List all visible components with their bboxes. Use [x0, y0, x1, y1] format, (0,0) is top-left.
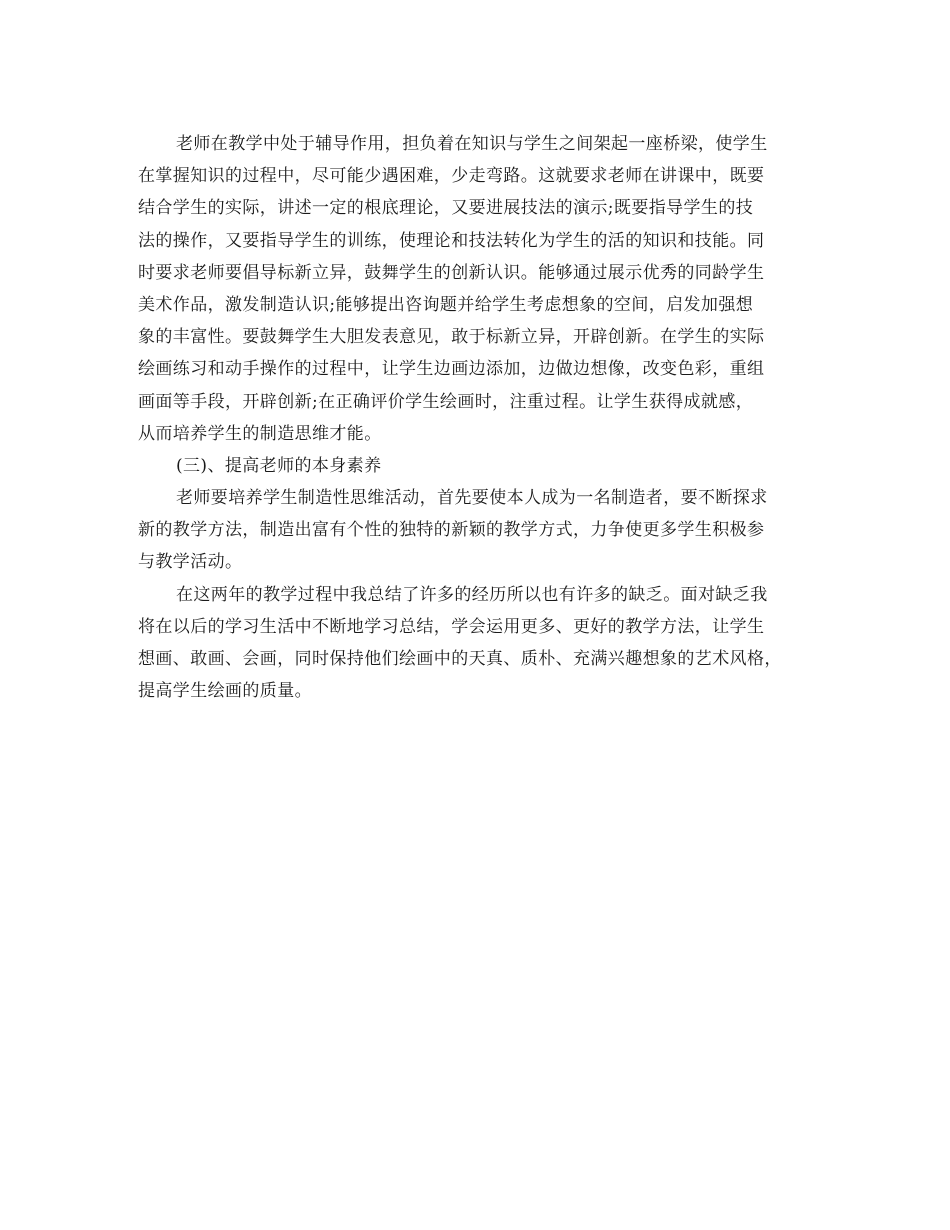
text-line: 老师要培养学生制造性思维活动，首先要使本人成为一名制造者，要不断探求 — [176, 488, 768, 509]
text-line: 从而培养学生的制造思维才能。 — [138, 423, 382, 444]
text-line: 象的丰富性。要鼓舞学生大胆发表意见，敢于标新立异，开辟创新。在学生的实际 — [138, 327, 765, 348]
text-line: 新的教学方法，制造出富有个性的独特的新颖的教学方式，力争使更多学生积极参 — [138, 520, 765, 541]
text-line: 结合学生的实际，讲述一定的根底理论，又要进展技法的演示;既要指导学生的技 — [138, 198, 754, 219]
paragraph-teacher-creativity — [138, 482, 822, 579]
text-line: 老师在教学中处于辅导作用，担负着在知识与学生之间架起一座桥梁，使学生 — [176, 134, 768, 154]
document-body — [138, 128, 822, 707]
text-line: 画面等手段，开辟创新;在正确评价学生绘画时，注重过程。让学生获得成就感， — [138, 391, 754, 412]
text-line: 在这两年的教学过程中我总结了许多的经历所以也有许多的缺乏。面对缺乏我 — [176, 584, 768, 605]
text-line: 与教学活动。 — [138, 552, 243, 573]
text-line: 绘画练习和动手操作的过程中，让学生边画边添加，边做边想像，改变色彩，重组 — [138, 359, 765, 380]
paragraph-teacher-role — [138, 128, 822, 450]
text-line: 时要求老师要倡导标新立异，鼓舞学生的创新认识。能够通过展示优秀的同龄学生 — [138, 262, 765, 283]
text-line: 想画、敢画、会画，同时保持他们绘画中的天真、质朴、充满兴趣想象的艺术风格， — [138, 649, 782, 669]
text-line: 将在以后的学习生活中不断地学习总结，学会运用更多、更好的教学方法，让学生 — [138, 616, 765, 637]
text-line: 法的操作，又要指导学生的训练，使理论和技法转化为学生的活的知识和技能。同 — [138, 230, 765, 251]
text-line: 提高学生绘画的质量。 — [138, 681, 312, 702]
text-line: 美术作品，激发制造认识;能够提出咨询题并给学生考虑想象的空间，启发加强想 — [138, 294, 754, 315]
section-heading-text: (三)、提高老师的本身素养 — [176, 455, 382, 476]
paragraph-summary — [138, 579, 822, 708]
text-line: 在掌握知识的过程中，尽可能少遇困难，少走弯路。这就要求老师在讲课中，既要 — [138, 166, 765, 187]
section-heading — [138, 450, 822, 482]
